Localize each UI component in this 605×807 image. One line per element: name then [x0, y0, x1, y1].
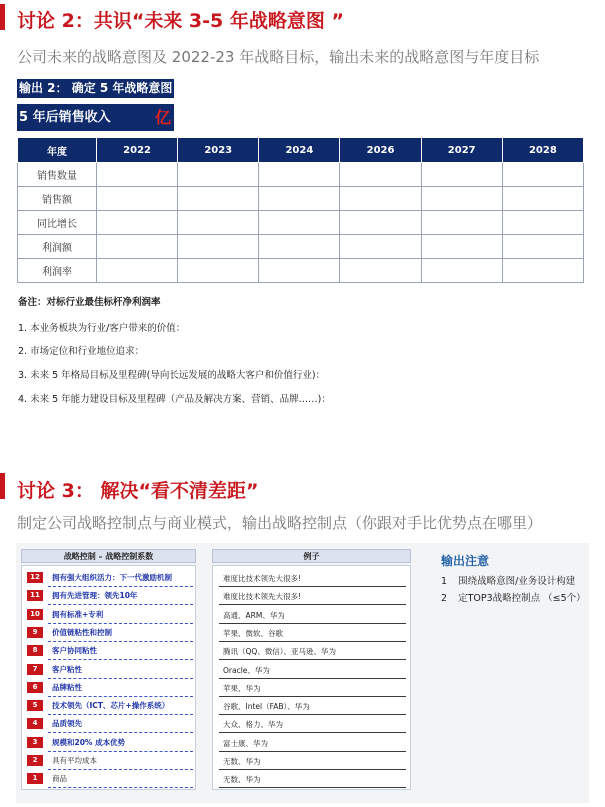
table-cell: [421, 235, 502, 259]
example-item: [213, 698, 412, 716]
table-cell: [421, 187, 502, 211]
control-text: 拥有标准+专利: [52, 609, 104, 619]
example-item: [213, 680, 412, 698]
year-header-cell: 2027: [421, 138, 502, 163]
control-item: [22, 588, 197, 606]
control-item: [22, 771, 197, 789]
table-cell: [259, 187, 340, 211]
section3-title: 讨论 3： 解决“看不清差距”: [17, 480, 259, 502]
table-cell: [502, 163, 583, 187]
control-number-badge: 10: [27, 609, 43, 620]
example-text: 富士康、华为: [223, 738, 268, 748]
revenue-label: 5 年后销售收入: [19, 110, 111, 125]
targets-table-header: [18, 138, 584, 163]
example-divider: [219, 659, 406, 660]
example-divider: [219, 604, 406, 605]
control-text: 规模和20% 成本优势: [52, 737, 126, 747]
example-divider: [219, 678, 406, 679]
year-header-cell: 2026: [340, 138, 421, 163]
table-cell: [178, 235, 259, 259]
note-item-1: 1. 本业务板块为行业/客户带来的价值：: [18, 323, 186, 334]
table-cell: [97, 163, 178, 187]
example-text: 苹果、华为: [223, 683, 261, 693]
example-divider: [219, 586, 406, 587]
year-header-cell: 2024: [259, 138, 340, 163]
targets-table: [17, 137, 584, 283]
example-divider: [219, 623, 406, 624]
example-divider: [219, 714, 406, 715]
table-cell: [97, 259, 178, 283]
control-number-badge: 1: [27, 773, 43, 784]
output-note-1: [441, 573, 575, 587]
dashed-divider: [48, 604, 193, 605]
dashed-divider: [48, 714, 193, 715]
dashed-divider: [48, 641, 193, 642]
example-item: [213, 570, 412, 588]
example-divider: [219, 787, 406, 788]
control-item: [22, 735, 197, 753]
dashed-divider: [48, 678, 193, 679]
section3-accent-bar: [0, 473, 5, 499]
output-note-title: 输出注意: [441, 554, 490, 568]
example-text: 难度比技术领先大很多!: [223, 592, 302, 602]
table-row: [18, 235, 584, 259]
control-column: [21, 565, 196, 790]
table-cell: [502, 187, 583, 211]
table-cell: [421, 163, 502, 187]
note-item-4: 4. 未来 5 年能力建设目标及里程碑（产品及解决方案、营销、品牌……)：: [18, 394, 331, 405]
output-note-2-text: 定TOP3战略控制点 （≤5个）: [458, 593, 586, 604]
example-item: [213, 588, 412, 606]
note-title: 备注：对标行业最佳标杆净利润率: [18, 297, 161, 308]
example-text: 无数、华为: [223, 775, 261, 785]
control-text: 商品: [52, 774, 67, 784]
row-label: 销售数量: [18, 163, 97, 187]
control-text: 品质领先: [52, 719, 82, 729]
output-note-1-number: 1: [441, 576, 448, 587]
table-cell: [97, 235, 178, 259]
row-label: 利润率: [18, 259, 97, 283]
dashed-divider: [48, 751, 193, 752]
control-text: 价值链粘性和控制: [52, 627, 112, 637]
dashed-divider: [48, 769, 193, 770]
dashed-divider: [48, 732, 193, 733]
table-cell: [340, 187, 421, 211]
example-column-header: 例子: [212, 549, 411, 563]
dashed-divider: [48, 696, 193, 697]
example-item: [213, 662, 412, 680]
table-cell: [340, 259, 421, 283]
example-text: 难度比技术领先大很多!: [223, 574, 302, 583]
control-number-badge: 11: [27, 590, 43, 601]
control-text: 品牌粘性: [52, 682, 82, 692]
revenue-unit: 亿: [154, 108, 171, 127]
example-text: 谷歌、Intel（FAB）、华为: [223, 702, 310, 712]
control-item: [22, 625, 197, 643]
table-cell: [421, 259, 502, 283]
control-number-badge: 12: [27, 572, 43, 583]
dashed-divider: [48, 659, 193, 660]
example-divider: [219, 769, 406, 770]
example-divider: [219, 751, 406, 752]
table-row: [18, 163, 584, 187]
revenue-banner: [17, 104, 174, 131]
control-number-badge: 9: [27, 627, 43, 638]
output-note-2-number: 2: [441, 593, 448, 604]
control-number-badge: 7: [27, 664, 43, 675]
example-item: [213, 607, 412, 625]
control-item: [22, 570, 197, 588]
table-cell: [259, 163, 340, 187]
example-item: [213, 771, 412, 789]
control-column-header: 战略控制 – 战略控制系数: [21, 549, 196, 563]
table-cell: [97, 211, 178, 235]
year-header: 年度: [18, 138, 97, 163]
control-item: [22, 607, 197, 625]
example-text: 无数、华为: [223, 757, 261, 766]
year-header-cell: 2023: [178, 138, 259, 163]
table-cell: [502, 211, 583, 235]
table-row: [18, 211, 584, 235]
output2-label: 输出 2： 确定 5 年战略意图: [17, 79, 174, 98]
control-text: 技术领先（ICT、芯片+操作系统）: [52, 701, 170, 711]
section2-title: 讨论 2：共识“未来 3-5 年战略意图 ”: [17, 10, 344, 32]
example-text: 高通、ARM、华为: [223, 610, 285, 620]
example-column: [212, 565, 411, 790]
table-cell: [259, 259, 340, 283]
table-cell: [178, 187, 259, 211]
note-item-3: 3. 未来 5 年格局目标及里程碑(导向长远发展的战略大客户和价值行业)：: [18, 370, 326, 381]
example-item: [213, 753, 412, 771]
section2-subtitle: 公司未来的战略意图及 2022-23 年战略目标，输出未来的战略意图与年度目标: [17, 48, 540, 66]
year-header-cell: 2022: [97, 138, 178, 163]
section3-subtitle: 制定公司战略控制点与商业模式，输出战略控制点（你跟对手比优势点在哪里）: [17, 514, 543, 532]
table-cell: [259, 211, 340, 235]
table-cell: [259, 235, 340, 259]
table-cell: [421, 211, 502, 235]
row-label: 利润额: [18, 235, 97, 259]
example-text: 腾讯（QQ、微信）、亚马逊、华为: [223, 647, 337, 657]
table-cell: [178, 163, 259, 187]
example-divider: [219, 641, 406, 642]
control-text: 拥有强大组织活力：下一代激励机制: [52, 573, 172, 582]
example-text: Oracle、华为: [223, 665, 270, 675]
control-number-badge: 5: [27, 700, 43, 711]
control-text: 客户协同粘性: [52, 646, 97, 656]
table-cell: [340, 163, 421, 187]
example-divider: [219, 696, 406, 697]
year-header-cell: 2028: [502, 138, 583, 163]
control-number-badge: 6: [27, 682, 43, 693]
section2-accent-bar: [0, 4, 5, 30]
note-item-2: 2. 市场定位和行业地位追求：: [18, 346, 145, 357]
control-text: 具有平均成本: [52, 756, 97, 765]
dashed-divider: [48, 787, 193, 788]
strategic-control-panel: [16, 543, 589, 803]
table-row: [18, 187, 584, 211]
control-number-badge: 8: [27, 645, 43, 656]
table-cell: [340, 211, 421, 235]
control-text: 拥有先进管理：领先10年: [52, 591, 138, 601]
control-item: [22, 643, 197, 661]
example-item: [213, 735, 412, 753]
table-row: [18, 259, 584, 283]
control-text: 客户粘性: [52, 664, 82, 674]
table-cell: [97, 187, 178, 211]
control-item: [22, 698, 197, 716]
table-cell: [178, 211, 259, 235]
control-item: [22, 662, 197, 680]
output-note-1-text: 围绕战略意图/业务设计构建: [458, 576, 576, 587]
example-text: 大众、格力、华为: [223, 720, 283, 730]
dashed-divider: [48, 623, 193, 624]
example-item: [213, 625, 412, 643]
dashed-divider: [48, 586, 193, 587]
control-item: [22, 716, 197, 734]
row-label: 销售额: [18, 187, 97, 211]
example-text: 苹果、微软、谷歌: [223, 628, 283, 638]
table-cell: [502, 259, 583, 283]
example-item: [213, 716, 412, 734]
table-cell: [502, 235, 583, 259]
example-item: [213, 643, 412, 661]
control-number-badge: 3: [27, 737, 43, 748]
table-cell: [178, 259, 259, 283]
table-cell: [340, 235, 421, 259]
control-item: [22, 753, 197, 771]
output-note-2: [441, 590, 586, 604]
control-number-badge: 2: [27, 755, 43, 766]
control-number-badge: 4: [27, 718, 43, 729]
row-label: 同比增长: [18, 211, 97, 235]
control-item: [22, 680, 197, 698]
example-divider: [219, 732, 406, 733]
